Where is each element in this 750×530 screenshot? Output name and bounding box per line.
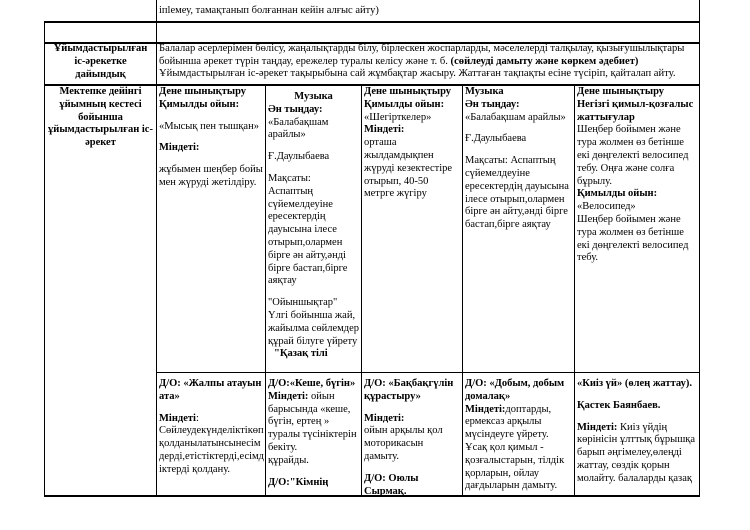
prep-label-text: Ұйымдастырылған іс-әрекетке дайындық [53,43,148,80]
do5-task-label: Міндеті: [577,421,618,433]
schedule-col-3 [362,86,462,372]
do5-task-text: Киіз үйдің көрінісін ұлттық бұрышқа барып әңгімелеу,өлеңді жаттау, сөздік қорын молайту. балаларды қазақ [577,421,696,484]
schedule-col-5 [575,86,699,372]
col1-h1: Дене шынықтыру [159,86,247,97]
col2-h1: Музыка [294,91,333,102]
col2-h2: Ән тыңдау: [268,103,323,115]
col5-h3: Қимылды ойын: [577,188,658,200]
col3-game: «Шегіртке‌лер» [364,111,432,123]
table-line [156,372,700,373]
col2-aim: Аспаптың сүйемелдеуіне ересектердің дауысына ілесе отырып,олармен бірге ән айту,әнді бірге бастап,бірге аяқтау [268,185,348,287]
do-col-5 [575,378,699,495]
do4-task [465,404,572,494]
do3-task: ойын арқылы қол моторикасын дамыту. [364,425,443,462]
do1-title: Д/О: «Жалпы атауын ата» [159,378,262,402]
do-col-4 [463,378,574,495]
col5-h1: Дене шынықтыру [577,86,665,97]
do-col-2 [266,378,361,495]
prep-content [157,43,698,84]
do-col-3 [362,378,462,495]
do1-task-text: : Сөйлеудекүнделіктікөп қолданылатынсынесім дерді,етістіктерді,есімд іктерді қолдану. [159,412,265,475]
top-row-line: іп‌lемеу, тамақтанып болғаннан кейін алғыс айту) [159,5,379,16]
col5-text2: Шеңбер бойымен және тура жолмен өз бетінше екі дөңгелекті велосипед тебу. [577,213,689,264]
schedule-col-4 [463,86,574,372]
prep-line-2-text: бойынша әрекет түрін таңдау, ережелер туралы келісу және т. б. [159,55,451,67]
prep-line-2 [159,56,696,69]
prep-line-2-bold: (сөйлеуді дамыту және көркем әдебиет) [450,55,639,67]
do5-task [577,422,697,486]
col3-task: орташа жылдамдықпен жүруді кезектестіре отырып, 40-50 метрге жүгіру [364,137,453,200]
prep-line-3: Ұйымдастырылған іс-әрекет тақырыбына сай жұмбақтар жасыру. Жаттаған тақпақты есіне түсіріп, қайталап айту. [159,68,676,79]
col4-aim: Мақсаты: Аспаптың сүйемелдеуіне ересектердің дауысына ілесе отырып,олармен бірге ән айту,әнді бірге бастап,бірге аяқтау [465,155,569,231]
do5-title: «Киіз үй» (өлең жаттау). [577,378,692,389]
col2-game-desc: Үлгі бойынша жай, жайылма сөйлемдер құрай білуге үйрету [268,309,360,347]
prep-label [46,43,155,83]
col1-h2: Қимылды ойын: [159,98,240,110]
col5-h2: Негізгі қимыл-қозғалыс жаттығулар [577,98,694,123]
col4-song: «Балабақшам арайлы» [465,111,566,123]
col2-game: "Ойыншықтар" [268,297,338,309]
col2-author: Ғ.Даулыбаева [268,151,330,163]
do3-title: Д/О: «Бақбақгүлін құрастыру» [364,378,454,402]
schedule-label [46,86,155,166]
col3-h1: Дене шынықтыру [364,86,452,97]
do2-task-text: ойын барысында «кеше, бүгін, ертең » туралы түсініктерін бекіту. [268,390,357,453]
do4-task-text: доптарды, ермексаз арқылы мүсіндеуге үйрету. Ұсақ қол қимыл - қозғалыстарын, тілдік қорларын, ойлау дағдыларын дамыту. [465,403,565,492]
do1-task [159,413,263,477]
col2-aim-label: Мақсаты: [268,172,311,184]
do3-next: Д/О: Оюлы Сырмақ. [364,472,419,495]
do4-title: Д/О: «Добым, добым домалақ» [465,378,565,402]
do2-task [268,391,359,455]
do4-task-label: Міндеті: [465,403,506,415]
table-line [44,21,700,23]
top-row-text [157,5,697,21]
col2-lang: "Қазақ тілі [274,348,328,360]
schedule-col-1 [157,86,265,372]
col5-game: «Велосипед» [577,201,636,213]
do2-task-label: Міндеті: [268,390,309,402]
col1-task: жұбымен шеңбер бойы мен жүруді жетілдіру. [159,164,263,188]
do2-next: Д/О:"Кімнің [268,476,329,488]
col4-h1: Музыка [465,86,504,97]
do3-task-label: Міндеті: [364,412,405,424]
do5-author: Қастек Баянбаев. [577,399,661,411]
col5-text1: Шеңбер бойымен және тура жолмен өз бетінше екі дөңгелекті велосипед тебу. Оңға және солға бұрылу. [577,124,689,187]
col3-task-label: Міндеті: [364,124,405,136]
col3-h2: Қимылды ойын: [364,98,445,110]
do1-task-label: Міндеті [159,412,196,424]
col2-song: «Балабақшам арайлы» [268,116,329,141]
schedule-label-text: Мектепке дейінгі ұйымның кестесі бойынша ұйымдастырылған іс-әрекет [48,86,153,149]
schedule-col-2 [266,86,361,372]
col1-task-label: Міндеті: [159,142,200,154]
do-col-1 [157,378,265,495]
do2-extra: құрайды. [268,454,309,466]
col1-game: «Мысық пен тышқан» [159,120,259,132]
col4-author: Ғ.Даулыбаева [465,133,527,145]
do2-title: Д/О:«Кеше, бүгін» [268,378,356,389]
prep-line-1: Балалар әсерлерімен бөлісу, жаңалықтарды білу, бірлескен жоспарларды, мәселелерді талқылау, қызығушылықтары [159,43,685,54]
col4-h2: Ән тыңдау: [465,98,520,110]
table-line [44,21,45,496]
table-line [699,0,700,496]
table-line [44,495,700,497]
